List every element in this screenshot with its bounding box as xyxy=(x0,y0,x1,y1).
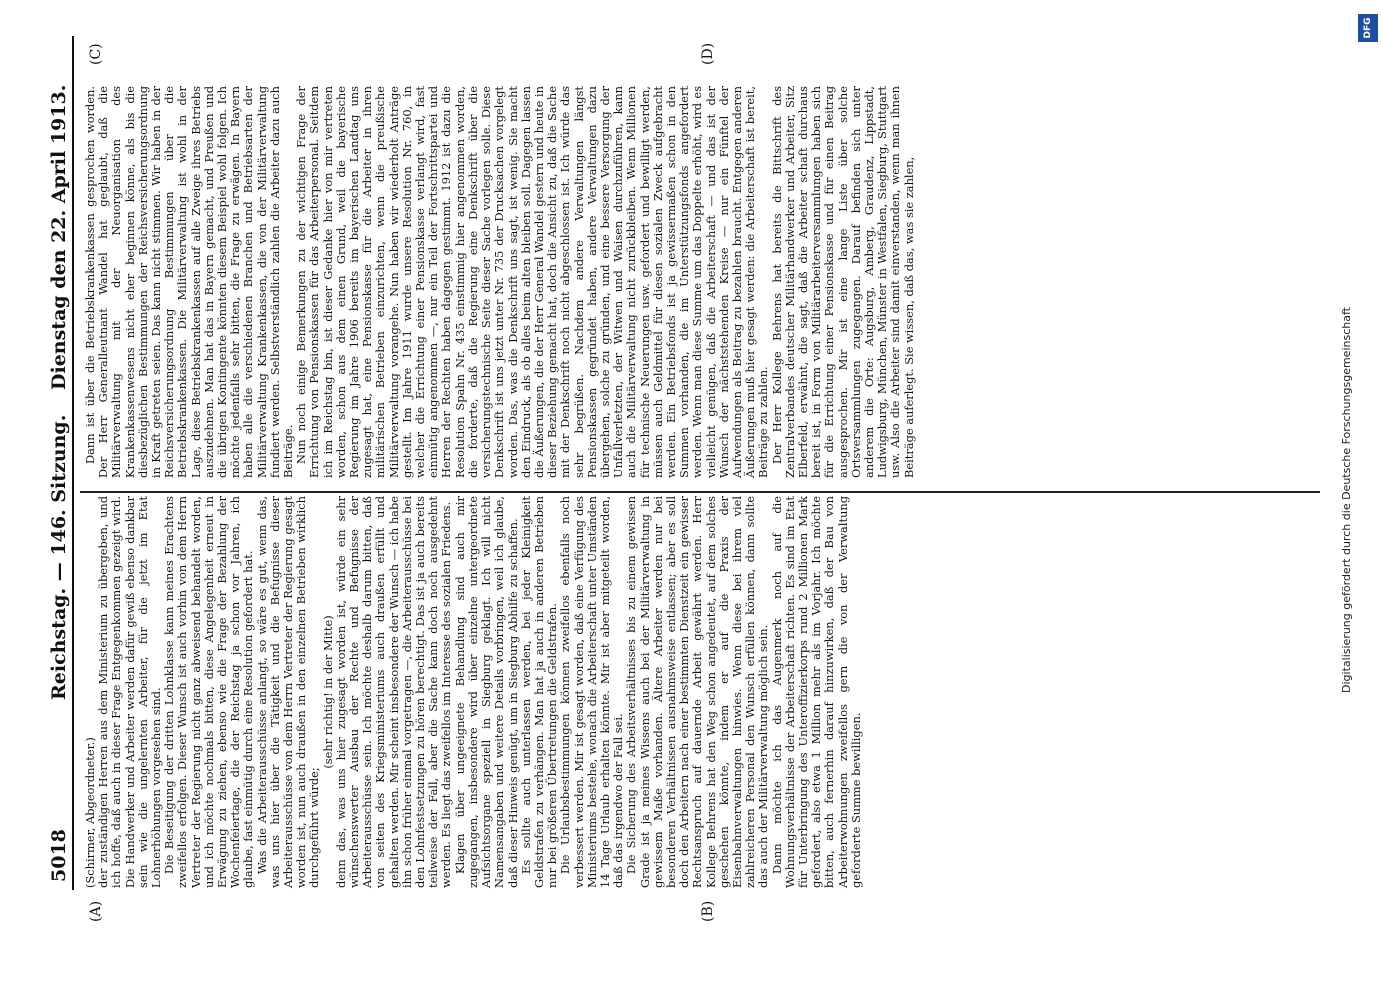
paragraph: Die Urlaubsbestimmungen können zweifellos ebenfalls noch verbessert werden. Mir ist gesagt worden, daß eine Verfügung des Ministeriums bestehe, wonach die Arbeiterschaft unter Umständen 14 Tage Urlaub erhalten könnte. Mir ist aber mitgeteilt worden, daß das irgendwo der Fall sei. xyxy=(558,496,626,888)
session-header: Reichstag. — 146. Sitzung. xyxy=(48,414,70,700)
margin-letter-c: (C) xyxy=(88,43,104,65)
column-separator xyxy=(80,491,1320,493)
paragraph: Dann möchte ich das Augenmerk noch auf die Wohnungsverhältnisse der Arbeiterschaft richten. Es sind im Etat für Unterbringung des Unteroffizierkorps rund 2 Millionen Mark gefordert, also etwa 1 Million mehr als im Vorjahr. Ich möchte bitten, auch fernerhin darauf hinzuwirken, daß der Bau von Arbeiterwohnungen zweifellos gern die von der Verwaltung geforderte Summe bewilligen. xyxy=(769,496,863,888)
margin-letter-d: (D) xyxy=(700,42,716,65)
paragraph: Es sollte auch unterlassen werden, bei jeder Kleinigkeit Geldstrafen zu verhängen. Man hat ja auch in anderen Betrieben nur bei größeren Übertretungen die Geldstrafen. xyxy=(518,496,560,888)
paragraph: Was die Arbeiterausschüsse anlangt, so wäre es gut, wenn das, was uns hier über die Tätigkeit und die Befugnisse dieser Arbeiterausschüsse von dem Herrn Vertreter der Regierung gesagt worden ist, nun auch draußen in den einzelnen Betrieben wirklich durchgeführt würde; xyxy=(254,496,322,888)
speaker-label: (Schirmer, Abgeordneter.) xyxy=(83,737,97,888)
paragraph: Der Herr Kollege Behrens hat bereits die Bittschrift des Zentralverbandes deutscher Militärhandwerker und Arbeiter, Sitz Elberfeld, erwähnt, die sagt, daß die Arbeiter schaft durchaus bereit ist, in Form von Militärarbeiterversammlungen haben sich für die Errichtung einer Pensionskasse und für einen Beitrag ausgesprochen. Mir ist eine lange Liste über solche Ortsversammlungen zugegangen. Darauf befinden sich unter anderem die Orte: Augsburg, Amberg, Graudenz, Lippstadt, Ludwigsburg, München, Münster in Westfalen, Siegburg, Stuttgart usw. Also die Arbeiter sind damit einverstanden, wenn man ihnen Beiträge auferlegt. Sie wissen, daß das, was sie zahlen, xyxy=(769,86,916,478)
paragraph: Dann ist über die Betriebskrankenkassen gesprochen worden. Der Herr Generalleutnant Wandel hat geglaubt, daß die Militärverwaltung mit der Neuorganisation des Krankenkassenwesens nicht eher beginnen könne, als bis die diesbezüglichen Bestimmungen der Reichsversicherungsordnung in Kraft getreten seien. Das kann nicht stimmen. Wir haben in der Reichsversicherungsordnung Bestimmungen über die Betriebskrankenkassen. Die Militärverwaltung ist wohl in der Lage, diese Betriebskrankenkassen auf alle Zweige ihres Betriebs auszudehnen. Man hat das in Bayern gemacht, und Preußen und die übrigen Kontingente könnten diesem Beispiel wohl folgen. Ich möchte jedenfalls sehr bitten, die Frage zu erwägen. In Bayern haben alle die verschiedenen Branchen und Betriebsarten der Militärverwaltung Krankenkassen, die von der Militärverwaltung fundiert werden. Selbstverständlich zahlen die Arbeiter dazu auch Beiträge. xyxy=(83,86,296,478)
digitization-credit: Digitalisierung gefördert durch die Deutsche Forschungsgemeinschaft xyxy=(1340,307,1353,693)
paragraph: Nun noch einige Bemerkungen zu der wichtigen Frage der Errichtung von Pensionskassen für das Arbeiterpersonal. Seitdem ich im Reichstag bin, ist dieser Gedanke hier von mir vertreten worden, schon aus dem einen Grund, weil die bayerische Regierung im Jahre 1906 bereits im bayerischen Landtag uns zugesagt hat, eine Pensionskasse für die Arbeiter in ihren militärischen Betrieben einzurichten, wenn die preußische Militärverwaltung vorangehe. Nun haben wir wiederholt Anträge gestellt. Im Jahre 1911 wurde unsere Resolution Nr. 760, in welcher die Errichtung einer Pensionskasse verlangt wird, fast einmütig angenommen —, nur ein Teil der Fortschrittspartei und Herren der Rechten haben dagegen gestimmt. 1912 ist dazu die Resolution Spahn Nr. 435 einstimmig hier angenommen worden, die forderte, daß die Regierung eine Denkschrift über die versicherungstechnische Seite dieser Sache vorlegen solle. Diese Denkschrift ist uns jetzt unter Nr. 735 der Drucksachen vorgelegt worden. Das, was die Denkschrift uns sagt, ist wenig. Sie macht den Eindruck, als ob alles beim alten bleiben soll. Dagegen lassen die Äußerungen, die der Herr General Wandel gestern und heute in dieser Beziehung gemacht hat, doch die Ansicht zu, daß die Sache mit der Denkschrift noch nicht abgeschlossen ist. Ich würde das sehr begrüßen. Nachdem andere Verwaltungen längst Pensionskassen gegründet haben, andere Verwaltungen dazu übergehen, solche zu gründen, und eine bessere Versorgung der Unfallverletzten, der Witwen und Waisen durchzuführen, kann auch die Militärverwaltung nicht zurückbleiben. Wenn Millionen für technische Neuerungen usw. gefordert und bewilligt werden, müssen auch Geldmittel für diesen sozialen Zweck aufgebracht werden. Ein Betriebsfonds ist ja gewissermaßen schon in den Summen vorhanden, die im Unterstützungsfonds angefordert werden. Wenn man diese Summe um das Doppelte erhöht, wird es vielleicht genügen, daß die Arbeiterschaft — und das ist der Wunsch der nächststehenden Kreise — nur ein Fünftel der Aufwendungen als Beitrag zu bezahlen braucht. Entgegen anderen Äußerungen muß hier gesagt werden: die Arbeiterschaft ist bereit, Beiträge zu zahlen. xyxy=(294,86,771,478)
paragraph: denn das, was uns hier zugesagt worden ist, würde ein sehr wünschenswerter Ausbau der Rechte und Befugnisse der Arbeiterausschüsse sein. Ich möchte deshalb darum bitten, daß von seiten des Kriegsministeriums auch draußen erfüllt und gehalten werden. Mir scheint insbesondere der Wunsch — ich habe ihn schon früher einmal vorgetragen —, die Arbeiterausschüsse bei den Lohnfestsetzungen zu hören berechtigt. Das ist ja auch bereits teilweise der Fall, aber die Sache kann doch noch ausgedehnt werden. Es liegt das zweifellos im Interesse des sozialen Friedens. xyxy=(333,496,454,888)
right-column xyxy=(84,86,916,478)
interjection: (sehr richtig! in der Mitte) xyxy=(320,615,335,769)
paragraph: Die Sicherung des Arbeitsverhältnisses bis zu einem gewissen Grade ist ja meines Wissens auch bei der Militärverwaltung in gewissem Maße vorhanden. Ältere Arbeiter werden nur bei besonderen Verhältnissen ausnahmsweise entlassen; aber es soll doch den Arbeitern nach einer bestimmten Dienstzeit ein gewisser Rechtsanspruch auf dauernde Arbeit gewährt werden. Herr Kollege Behrens hat den Weg schon angedeutet, auf dem solches geschehen könnte, indem er auf die Praxis der Eisenbahnverwaltungen hinwies. Wenn diese bei ihrem viel zahlreicheren Personal den Wunsch erfüllen können, dann sollte das auch der Militärverwaltung möglich sein. xyxy=(624,496,771,888)
paragraph: der zuständigen Herren aus dem Ministerium zu übergeben, und ich hoffe, daß auch in dieser Frage Entgegenkommen gezeigt wird. Die Handwerker und Arbeiter werden dafür gewiß ebenso dankbar sein wie die ungelernten Arbeiter, für die jetzt im Etat Lohnerhöhungen vorgesehen sind. xyxy=(96,496,164,888)
date-header: Dienstag den 22. April 1913. xyxy=(48,84,70,390)
paragraph: Die Beseitigung der dritten Lohnklasse kann meines Erachtens zweifellos erfolgen. Dieser Wunsch ist auch vorhin von dem Herrn Vertreter der Regierung nicht ganz abweisend behandelt worden, und ich möchte nochmals bitten, diese Angelegenheit erneut in Erwägung zu ziehen, ebenso wie die Frage der Bezahlung der Wochenfeiertage, die der Reichstag ja schon vor Jahren, ich glaube, fast einmütig durch eine Resolution gefordert hat. xyxy=(162,496,256,888)
header-rule xyxy=(72,36,74,890)
margin-letter-a: (A) xyxy=(88,900,104,922)
left-column xyxy=(84,496,863,888)
margin-letter-b: (B) xyxy=(700,900,716,922)
dfg-logo: DFG xyxy=(1358,14,1378,42)
page-number: 5018 xyxy=(48,829,70,882)
paragraph: Klagen über ungeeignete Behandlung sind auch mir zugegangen, insbesondere wird über einzelne untergeordnete Aufsichtsorgane speziell in Siegburg geklagt. Ich will nicht Namensangaben und weitere Details vorbringen, weil ich glaube, daß dieser Hinweis genügt, um in Siegburg Abhilfe zu schaffen. xyxy=(452,496,520,888)
